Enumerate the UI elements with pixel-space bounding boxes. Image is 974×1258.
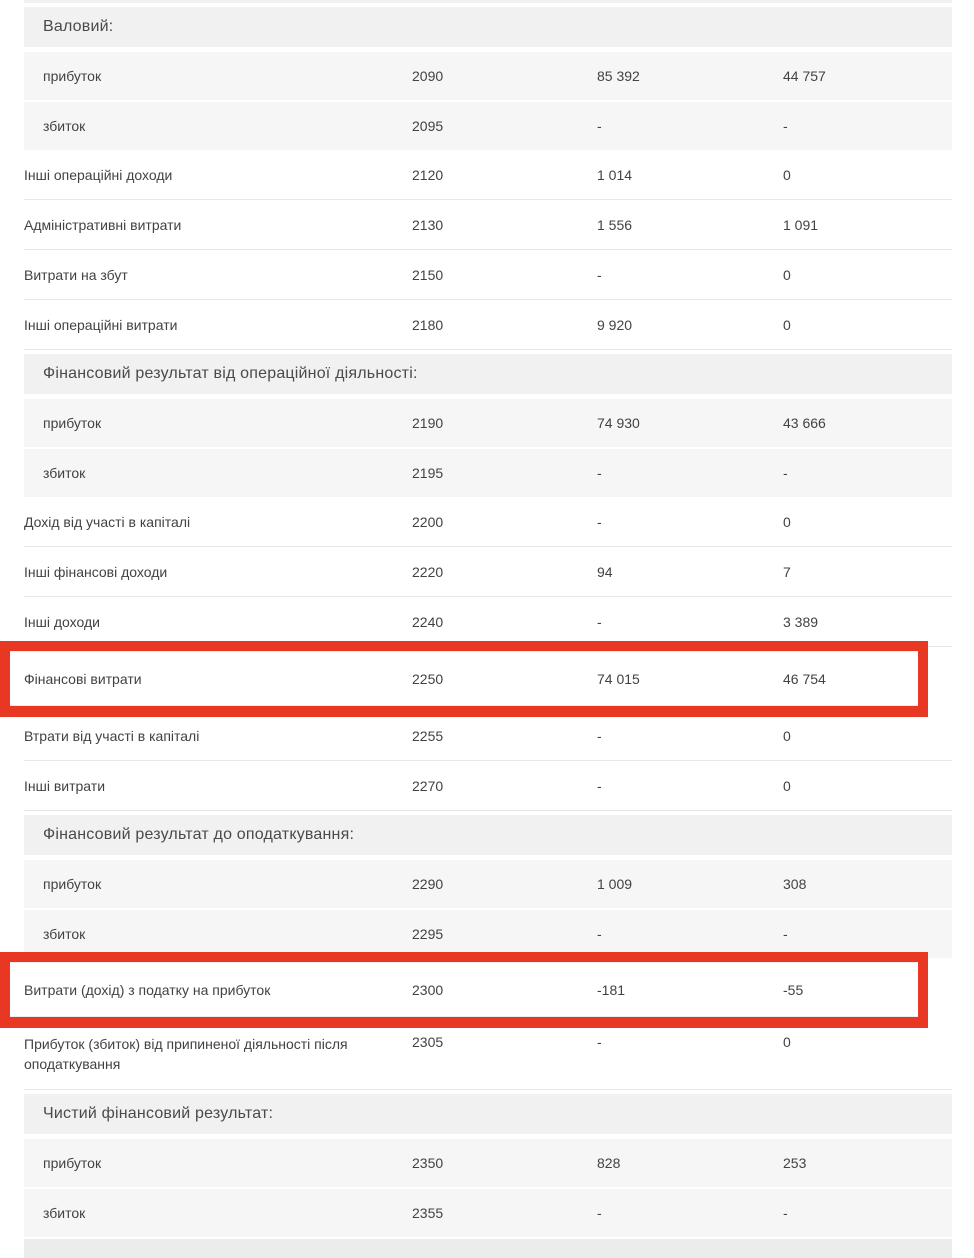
row-value-2: 46 754 <box>783 670 826 687</box>
section-title: Валовий: <box>43 18 114 35</box>
row-value-1: 74 015 <box>597 670 640 687</box>
row-value-2: 0 <box>783 266 791 283</box>
row-value-2: - <box>783 118 788 134</box>
table-row <box>24 102 952 150</box>
row-label: Інші операційні витрати <box>24 316 178 333</box>
row-value-2: - <box>783 465 788 481</box>
row-value-2: - <box>783 1205 788 1221</box>
row-label: Витрати на збут <box>24 266 128 283</box>
row-code: 2270 <box>412 777 444 794</box>
table-row <box>24 1022 952 1090</box>
row-label: Витрати (дохід) з податку на прибуток <box>24 981 271 998</box>
row-code: 2305 <box>412 1034 444 1050</box>
row-value-2: 43 666 <box>783 415 826 431</box>
row-label: збиток <box>43 465 86 481</box>
row-value-1: 74 930 <box>597 415 640 431</box>
row-value-2: 7 <box>783 563 791 580</box>
row-label: Інші витрати <box>24 777 106 794</box>
row-value-1: - <box>597 613 602 630</box>
row-value-2: 253 <box>783 1155 807 1171</box>
row-value-2: 0 <box>783 1034 791 1050</box>
row-label: Адміністративні витрати <box>24 216 182 233</box>
row-code: 2200 <box>412 513 444 530</box>
row-value-1: -181 <box>597 981 626 998</box>
row-value-1: - <box>597 513 602 530</box>
row-value-2: 308 <box>783 876 807 892</box>
table-row <box>24 860 952 908</box>
row-value-1: - <box>597 118 602 134</box>
row-value-1: - <box>597 777 602 794</box>
section-title: Фінансовий результат до оподаткування: <box>43 826 355 843</box>
row-code: 2150 <box>412 266 444 283</box>
table-row <box>24 449 952 497</box>
row-label: прибуток <box>43 415 102 431</box>
row-value-2: -55 <box>783 981 804 998</box>
row-value-2: 1 091 <box>783 216 819 233</box>
highlighted-table-row <box>0 641 928 717</box>
row-label: Дохід від участі в капіталі <box>24 513 191 530</box>
row-value-2: 0 <box>783 513 791 530</box>
row-value-2: - <box>783 926 788 942</box>
table-row <box>24 547 952 597</box>
row-label: Інші фінансові доходи <box>24 563 168 580</box>
table-row <box>24 399 952 447</box>
row-code: 2290 <box>412 876 444 892</box>
row-code: 2255 <box>412 727 444 744</box>
section-header-row <box>24 354 952 394</box>
row-code: 2355 <box>412 1205 444 1221</box>
row-value-2: 0 <box>783 316 791 333</box>
row-value-1: 85 392 <box>597 68 640 84</box>
row-code: 2180 <box>412 316 444 333</box>
table-rows-container <box>24 7 952 1237</box>
row-value-1: 9 920 <box>597 316 633 333</box>
row-code: 2350 <box>412 1155 444 1171</box>
row-value-1: 1 014 <box>597 166 633 183</box>
highlighted-table-row <box>0 952 928 1028</box>
table-row <box>24 150 952 200</box>
table-row <box>24 1139 952 1187</box>
table-row <box>24 910 952 958</box>
row-value-2: 0 <box>783 727 791 744</box>
row-code: 2220 <box>412 563 444 580</box>
row-label: прибуток <box>43 1155 102 1171</box>
row-label: Фінансові витрати <box>24 670 142 687</box>
row-label: Втрати від участі в капіталі <box>24 727 200 744</box>
row-code: 2190 <box>412 415 444 431</box>
table-row <box>24 200 952 250</box>
row-label: прибуток <box>43 68 102 84</box>
table-row <box>24 1189 952 1237</box>
table-row <box>24 250 952 300</box>
table-row <box>24 597 952 647</box>
row-value-1: - <box>597 926 602 942</box>
row-code: 2195 <box>412 465 444 481</box>
row-value-2: 3 389 <box>783 613 819 630</box>
section-header-row <box>24 815 952 855</box>
table-row <box>24 711 952 761</box>
row-label: збиток <box>43 1205 86 1221</box>
row-label: збиток <box>43 118 86 134</box>
row-value-2: 0 <box>783 777 791 794</box>
section-title: Чистий фінансовий результат: <box>43 1105 274 1122</box>
row-label: Інші операційні доходи <box>24 166 173 183</box>
row-value-1: - <box>597 727 602 744</box>
row-code: 2090 <box>412 68 444 84</box>
row-label: прибуток <box>43 876 102 892</box>
section-header-row <box>24 1094 952 1134</box>
row-code: 2095 <box>412 118 444 134</box>
row-value-1: 1 009 <box>597 876 633 892</box>
row-value-1: - <box>597 1034 602 1050</box>
row-value-1: 828 <box>597 1155 621 1171</box>
row-value-1: 1 556 <box>597 216 633 233</box>
table-row <box>24 52 952 100</box>
row-code: 2130 <box>412 216 444 233</box>
row-value-2: 0 <box>783 166 791 183</box>
row-code: 2120 <box>412 166 444 183</box>
row-code: 2300 <box>412 981 444 998</box>
previous-row-edge <box>24 0 952 3</box>
table-row <box>24 497 952 547</box>
row-value-2: 44 757 <box>783 68 826 84</box>
section-header-row <box>24 7 952 47</box>
row-code: 2250 <box>412 670 444 687</box>
row-code: 2295 <box>412 926 444 942</box>
row-value-1: - <box>597 266 602 283</box>
row-value-1: - <box>597 1205 602 1221</box>
financial-statement-table <box>24 0 952 1258</box>
section-title: Фінансовий результат від операційної діяльності: <box>43 365 418 382</box>
row-value-1: - <box>597 465 602 481</box>
row-code: 2240 <box>412 613 444 630</box>
row-label: збиток <box>43 926 86 942</box>
table-row <box>24 761 952 811</box>
row-label: Інші доходи <box>24 613 100 630</box>
row-value-1: 94 <box>597 563 613 580</box>
row-label: Прибуток (збиток) від припиненої діяльності після оподаткування <box>24 1036 348 1073</box>
next-row-edge <box>24 1239 952 1258</box>
table-row <box>24 300 952 350</box>
